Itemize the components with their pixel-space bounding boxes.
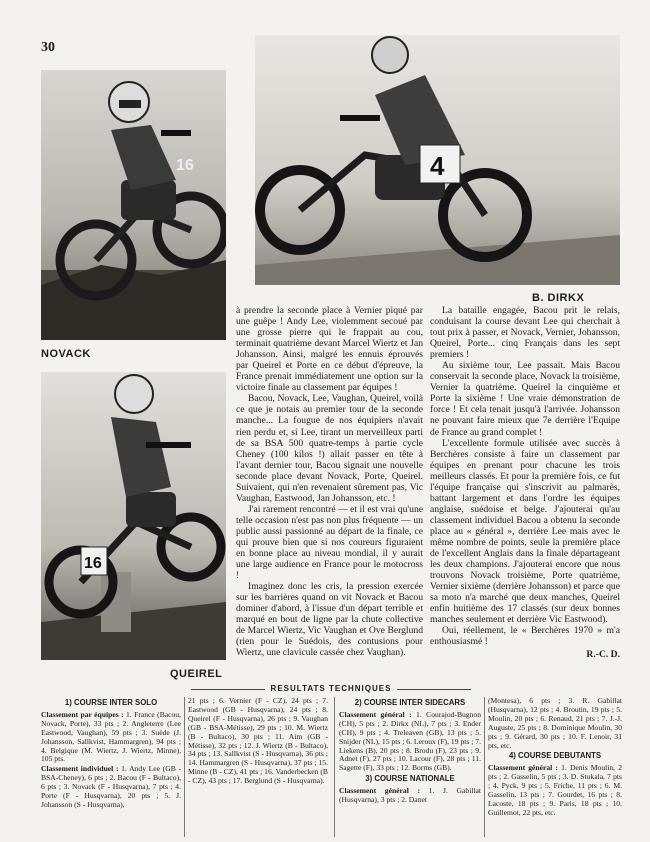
results-paragraph: 21 pts ; 6. Vernier (F - CZ), 24 pts ; 7. Eastwood (GB - Husqvarna), 24 pts ; 8. Queirel (F - Husqvarna), 26 pts ; 9. Vaughan (GB - BSA-Métisse), 29 pts ; 10. M. Wiertz (B - Bultaco), 30 pts ; 11. Aim (GB - Métisse), 32 pts ; 12. J. Wiertz (B - Bultaco), 34 pts ; 13. Sallkvist (S - Husqvarna), 36 pts ; 14. Hammargren (S - Husqvarna), 37 pts ; 15. Minne (B - CZ), 41 pts ; 16. Vanderbecken (B - CZ), 43 pts ; 17. Berglund (S - Husqvarna). bbox=[188, 696, 328, 786]
article-paragraph: La bataille engagée, Bacou prit le relais, conduisant la course devant Lee qui cherchait à tout prix à passer, et Novack, Vernier, Johansson, Queirel, Porte... cinq Français dans les sept premiers ! bbox=[430, 305, 620, 361]
results-label: Classement général : bbox=[488, 763, 558, 773]
results-text: 1. Courajod-Bugnon (CH), 5 pts ; 2. Dirkx (NL), 7 pts ; 3. Ender (CH), 9 pts ; 4. Treleaven (GB), 13 pts ; 5. Snijder (NL), 15 pts ; 6. Leroux (F), 19 pts ; 7. Liekens (B), 20 pts ; 8. Brodu (F), 23 pts ; 9. Adnet (F), 27 pts ; 10. Lacour (F), 28 pts ; 11. Sagette (F), 33 pts ; 12. Borms (GB). bbox=[339, 709, 481, 773]
results-paragraph bbox=[41, 711, 181, 764]
results-label: Classement général : bbox=[339, 786, 421, 796]
results-text: 1. France (Bacou, Novack, Porte), 33 pts ; 2. Angleterre (Lee Eastwood, Vaughan), 59 pts ; 3. Suède (J. Johansson, Sallkvist, Hammargren), 94 pts ; 4. Belgique (M. Wiertz, J. Wiertz, Minne), 105 pts. bbox=[41, 709, 181, 764]
results-label: Classement individuel : bbox=[41, 764, 119, 774]
results-column-3 bbox=[339, 697, 481, 806]
column-divider bbox=[184, 697, 185, 837]
column-divider bbox=[334, 697, 335, 837]
article-paragraph: Oui, réellement, le « Berchères 1970 » m'a enthousiasmé ! bbox=[430, 625, 620, 648]
results-column-1 bbox=[41, 697, 181, 811]
results-title: RESULTATS TECHNIQUES bbox=[265, 684, 398, 693]
motocross-rider-illustration bbox=[41, 372, 226, 660]
results-label: Classement par équipes : bbox=[41, 709, 124, 719]
article-paragraph: Bacou, Novack, Lee, Vaughan, Queirel, voilà ce que je notais au premier tour de la seconde manche... La fougue de nos équipiers n'avait rien perdu et, si Lee, tirant un merveilleux parti de sa BSA 500 quatre-temps à partie cycle Cheney (100 kilos !) allait passer en tête à l'avant dernier tour, Bacou signait une nouvelle seconde place devant Novack, Porte, Queirel. Suivaient, qui n'en revenaient sûrement pas, Vic Vaughan, Eastwood, Jan Johansson, etc. ! bbox=[236, 393, 423, 504]
results-text: 1. Denis Moulin, 2 pts ; 2. Gasselin, 5 pts ; 3. D. Stukala, 7 pts ; 4. Pyck, 9 pts ; 5. Friche, 11 pts ; 6. M. Gasselin, 13 pts ; 7. Gourdet, 16 pts ; 8. Lacoste, 18 pts ; 9. Paris, 18 pts ; 10. Guillemot, 22 pts, etc. bbox=[488, 763, 622, 817]
article-column-1 bbox=[236, 305, 423, 659]
results-paragraph bbox=[41, 765, 181, 810]
results-heading bbox=[41, 684, 621, 693]
section-heading: 1) COURSE INTER SOLO bbox=[64, 698, 158, 707]
rider-number: 4 bbox=[430, 151, 445, 181]
results-text: 1. J. Gabillat (Husqvarna), 3 pts ; 2. Danet bbox=[339, 786, 481, 805]
caption-dirkx: B. DIRKX bbox=[532, 292, 585, 304]
article-paragraph: à prendre la seconde place à Vernier piqué par une guêpe ! Andy Lee, violemment secoué par une grosse pierre qui le frappait au cou, terminait quatrième devant Marcel Wiertz et Jan Johansson. Ainsi, malgré les ennuis éprouvés par Queirel et Porte en ce début d'épreuve, la France prenait immédiatement une option sur la victoire finale au classement par équipes ! bbox=[236, 305, 423, 394]
motocross-rider-illustration bbox=[41, 70, 226, 340]
column-divider bbox=[484, 697, 485, 837]
article-paragraph: Au sixième tour, Lee passait. Mais Bacou conservait la seconde place, Novack la troisième, Vernier la quatrième. Queirel la cinquième et Porte la sixième ! Une vraie démonstration de force ! Et cela tenait jusqu'à l'arrivée. Johansson ne pouvant faire mieux que 7e derrière l'Equipe de France au grand complet ! bbox=[430, 360, 620, 438]
article-paragraph: J'ai rarement rencontré — et il est vrai qu'une telle occasion n'est pas non plus fréquente — un public aussi passionné au départ de la finale, ce qui prouve bien que si nos coureurs figuraient en bonne place au niveau mondial, il y aurait une large audience en France pour le motocross ! bbox=[236, 503, 423, 582]
results-paragraph bbox=[488, 764, 622, 817]
rider-number: 16 bbox=[84, 555, 102, 572]
caption-queirel: QUEIREL bbox=[170, 668, 223, 680]
article-column-2 bbox=[430, 305, 620, 661]
article-paragraph: L'excellente formule utilisée avec succès à Berchères consiste à faire un classement par équipes en prenant pour chacune les trois meilleurs classés. Et pour la première fois, ce fut l'équipe française qui s'inscrivit au palmarès, battant largement et dans l'ordre les équipes anglaise, suédoise et belge. J'ajouterai qu'au classement individuel Bacou a obtenu la seconde place au « général », derrière Lee mais avec le même nombre de points, seule la première place de l'excellent Anglais dans la finale départageant les deux champions. J'ajouterai encore que nous trouvons Novack troisième, Porte quatrième, Vernier sixième (derrière Johansson) et parce que sa moto n'a marché que deux manches, Queirel enfin huitième des 17 classés (sur deux bonnes manches seulement et derrière Vic Eastwood). bbox=[430, 437, 620, 626]
results-text: 1. Andy Lee (GB - BSA-Cheney), 6 pts ; 2. Bacou (F - Bultaco), 6 pts ; 3. Novack (F - Husqvarna), 7 pts ; 4. Porte (F - Husqvarna), 20 pts ; 5. J. Johansson (S - Husqvarna), bbox=[41, 764, 181, 809]
article-paragraph: Imaginez donc les cris, la pression exercée sur les barrières quand on vit Novack et Bacou dominer d'abord, à l'issue d'un départ terrible et marqué en bout de ligne par la chute collective de Marcel Wiertz, Vic Vaughan et Ove Berglund (rien pour le Suédois, des contusions pour Wiertz, une clavicule cassée chez Vaughan). bbox=[236, 581, 423, 659]
caption-novack: NOVACK bbox=[41, 348, 91, 360]
results-paragraph bbox=[339, 787, 481, 805]
section-heading: 3) COURSE NATIONALE bbox=[365, 774, 455, 784]
results-paragraph bbox=[339, 711, 481, 773]
section-heading: 4) COURSE DEBUTANTS bbox=[508, 751, 602, 761]
results-column-4 bbox=[488, 697, 622, 819]
page-number: 30 bbox=[41, 40, 55, 55]
photo-queirel bbox=[41, 372, 226, 660]
motocross-rider-illustration bbox=[255, 35, 620, 285]
section-heading: 2) COURSE INTER SIDECARS bbox=[354, 698, 466, 707]
photo-dirkx bbox=[255, 35, 620, 285]
author-signature: R.-C. D. bbox=[586, 649, 620, 661]
photo-novack bbox=[41, 70, 226, 340]
results-column-2 bbox=[188, 697, 328, 787]
results-paragraph: (Montesa), 6 pts ; 3. R. Gabillat (Husqvarna), 12 pts ; 4. Broutin, 19 pts ; 5. Moulin, 20 pts ; 6. Renaud, 21 pts ; 7. J.-J. Auguste, 25 pts ; 8. Dominique Moulin, 30 pts ; 9. Gérard, 30 pts ; 10. F. Lenoir, 31 pts, etc. bbox=[488, 696, 622, 750]
results-label: Classement général : bbox=[339, 709, 412, 719]
rider-number: 16 bbox=[176, 157, 194, 174]
